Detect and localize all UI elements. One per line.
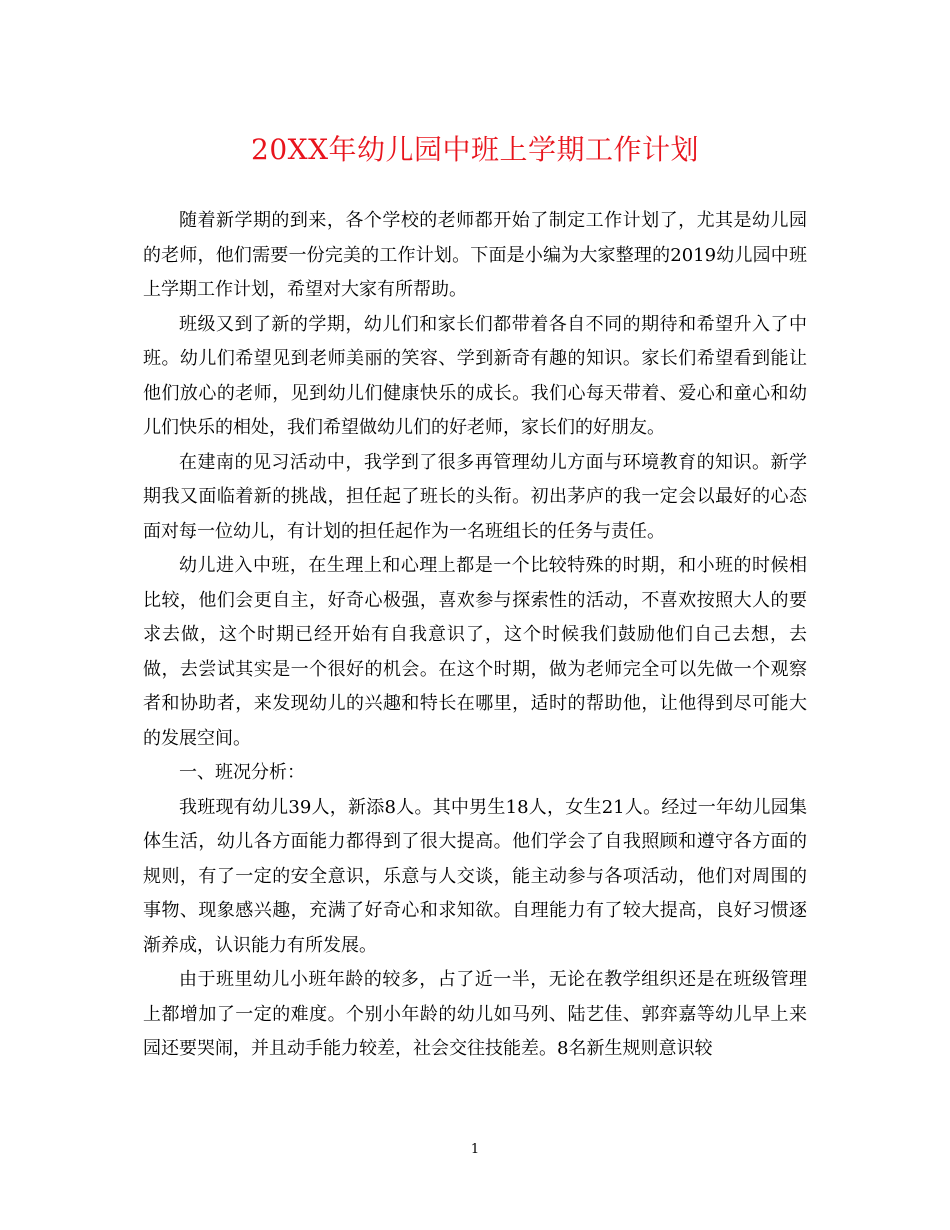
paragraph-difficulties: 由于班里幼儿小班年龄的较多，占了近一半，无论在教学组织还是在班级管理上都增加了一定的难度。个别小年龄的幼儿如马列、陆艺佳、郭弈嘉等幼儿早上来园还要哭闹，并且动手能力较差，社会交往技能差。8名新生规则意识较 [143,969,807,1059]
paragraph-intro: 随着新学期的到来，各个学校的老师都开始了制定工作计划了，尤其是幼儿园的老师，他们需要一份完美的工作计划。下面是小编为大家整理的2019幼儿园中班上学期工作计划，希望对大家有所帮助。 [143,210,807,300]
page-number: 1 [470,1142,480,1157]
document-body [143,204,807,1067]
paragraph-middle-class-stage: 幼儿进入中班，在生理上和心理上都是一个比较特殊的时期，和小班的时候相比较，他们会更自主，好奇心极强，喜欢参与探索性的活动，不喜欢按照大人的要求去做，这个时期已经开始有自我意识了，这个时候我们鼓励他们自己去想，去做，去尝试其实是一个很好的机会。在这个时期，做为老师完全可以先做一个观察者和协助者，来发现幼儿的兴趣和特长在哪里，适时的帮助他，让他得到尽可能大的发展空间。 [143,555,807,749]
paragraph-internship: 在建南的见习活动中，我学到了很多再管理幼儿方面与环境教育的知识。新学期我又面临着新的挑战，担任起了班长的头衔。初出茅庐的我一定会以最好的心态面对每一位幼儿，有计划的担任起作为一名班组长的任务与责任。 [143,451,807,542]
paragraph-new-semester: 班级又到了新的学期，幼儿们和家长们都带着各自不同的期待和希望升入了中班。幼儿们希望见到老师美丽的笑容、学到新奇有趣的知识。家长们希望看到能让他们放心的老师，见到幼儿们健康快乐的成长。我们心每天带着、爱心和童心和幼儿们快乐的相处，我们希望做幼儿们的好老师，家长们的好朋友。 [143,313,807,438]
section-heading-class-analysis: 一、班况分析： [179,762,305,783]
document-title: 20XX年幼儿园中班上学期工作计划 [251,133,699,166]
paragraph-class-stats: 我班现有幼儿39人，新添8人。其中男生18人，女生21人。经过一年幼儿园集体生活，幼儿各方面能力都得到了很大提高。他们学会了自我照顾和遵守各方面的规则，有了一定的安全意识，乐意与人交谈，能主动参与各项活动，他们对周围的事物、现象感兴趣，充满了好奇心和求知欲。自理能力有了较大提高，良好习惯逐渐养成，认识能力有所发展。 [143,796,807,956]
